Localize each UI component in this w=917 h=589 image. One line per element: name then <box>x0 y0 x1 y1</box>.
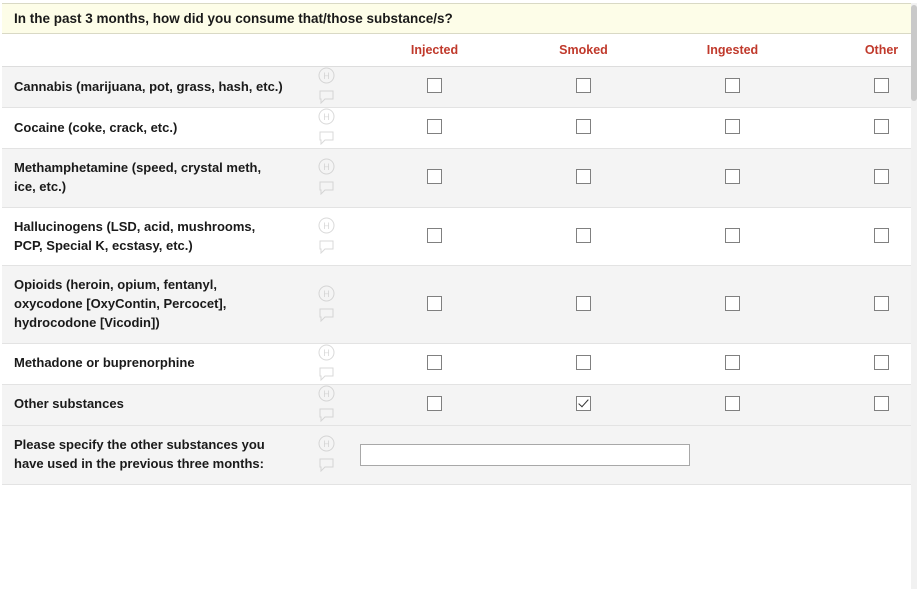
specify-other-substances-row <box>2 426 913 485</box>
help-icon[interactable] <box>318 217 335 237</box>
comment-icon[interactable] <box>318 408 335 425</box>
row-icons <box>292 435 360 475</box>
checkbox-cell-ingested <box>658 108 807 149</box>
comment-icon[interactable] <box>318 90 335 107</box>
svg-text:H: H <box>322 161 330 172</box>
row-label: Hallucinogens (LSD, acid, mushrooms, PCP, Special K, ecstasy, etc.) <box>14 218 256 253</box>
consumption-method-grid <box>2 34 917 426</box>
header-blank-icons <box>292 34 360 67</box>
checkbox-other[interactable] <box>874 296 889 311</box>
table-row <box>2 67 917 108</box>
checkbox-cell-ingested <box>658 207 807 266</box>
checkbox-cell-ingested <box>658 343 807 384</box>
row-label: Methamphetamine (speed, crystal meth, ice, etc.) <box>14 160 262 194</box>
table-row <box>2 207 917 266</box>
checkbox-other[interactable] <box>874 355 889 370</box>
help-icon[interactable] <box>318 67 335 87</box>
checkbox-smoked[interactable] <box>576 296 591 311</box>
checkbox-cell-other <box>807 149 917 208</box>
checkbox-ingested[interactable] <box>725 396 740 411</box>
table-row <box>2 384 917 425</box>
checkbox-other[interactable] <box>874 396 889 411</box>
row-label: Methadone or buprenorphine <box>14 355 195 371</box>
survey-page <box>0 3 917 589</box>
checkbox-other[interactable] <box>874 169 889 184</box>
checkbox-cell-other <box>807 207 917 266</box>
checkbox-cell-smoked <box>509 108 658 149</box>
comment-icon[interactable] <box>318 458 335 475</box>
row-icons <box>292 207 360 266</box>
table-row <box>2 108 917 149</box>
checkbox-ingested[interactable] <box>725 296 740 311</box>
column-header-injected: Injected <box>360 34 509 67</box>
grid-header <box>2 34 917 67</box>
row-icons <box>292 266 360 344</box>
checkbox-ingested[interactable] <box>725 355 740 370</box>
specify-label: Please specify the other substances you have used in the previous three months: <box>14 436 265 471</box>
comment-icon[interactable] <box>318 240 335 257</box>
comment-icon[interactable] <box>318 308 335 325</box>
row-label: Other substances <box>14 396 124 412</box>
question-banner <box>2 3 913 34</box>
checkbox-cell-other <box>807 266 917 344</box>
checkbox-cell-ingested <box>658 266 807 344</box>
checkbox-ingested[interactable] <box>725 228 740 243</box>
checkbox-cell-injected <box>360 343 509 384</box>
question-text: In the past 3 months, how did you consume that/those substance/s? <box>14 11 453 26</box>
checkbox-injected[interactable] <box>427 119 442 134</box>
row-icons <box>292 343 360 384</box>
help-icon[interactable] <box>318 108 335 128</box>
checkbox-smoked[interactable] <box>576 78 591 93</box>
checkbox-other[interactable] <box>874 78 889 93</box>
checkbox-injected[interactable] <box>427 169 442 184</box>
checkbox-smoked[interactable] <box>576 169 591 184</box>
checkbox-ingested[interactable] <box>725 78 740 93</box>
help-icon[interactable] <box>318 344 335 364</box>
checkbox-other[interactable] <box>874 228 889 243</box>
checkbox-cell-smoked <box>509 343 658 384</box>
checkbox-smoked[interactable] <box>576 228 591 243</box>
row-label: Opioids (heroin, opium, fentanyl, oxycodone [OxyContin, Percocet], hydrocodone [Vicodin]) <box>14 277 227 331</box>
svg-text:H: H <box>322 388 330 399</box>
svg-text:H: H <box>322 438 330 449</box>
svg-text:H: H <box>322 220 330 231</box>
checkbox-cell-other <box>807 67 917 108</box>
other-substances-input[interactable] <box>360 444 690 466</box>
row-label: Cannabis (marijuana, pot, grass, hash, etc.) <box>14 78 283 94</box>
help-icon[interactable] <box>318 285 335 305</box>
checkbox-cell-injected <box>360 149 509 208</box>
checkbox-cell-injected <box>360 384 509 425</box>
checkbox-other[interactable] <box>874 119 889 134</box>
svg-text:H: H <box>322 347 330 358</box>
checkbox-cell-smoked <box>509 67 658 108</box>
checkbox-cell-injected <box>360 67 509 108</box>
column-header-ingested: Ingested <box>658 34 807 67</box>
checkbox-cell-ingested <box>658 384 807 425</box>
help-icon[interactable] <box>318 435 335 455</box>
checkbox-cell-smoked <box>509 207 658 266</box>
comment-icon[interactable] <box>318 367 335 384</box>
checkbox-cell-smoked <box>509 384 658 425</box>
grid-body <box>2 67 917 426</box>
column-header-other: Other <box>807 34 917 67</box>
checkbox-cell-smoked <box>509 266 658 344</box>
specify-input-wrap <box>360 444 913 466</box>
page-scrollbar[interactable] <box>911 3 917 589</box>
header-blank-label <box>2 34 292 67</box>
table-row <box>2 343 917 384</box>
checkbox-cell-injected <box>360 108 509 149</box>
checkbox-cell-other <box>807 343 917 384</box>
row-icons <box>292 149 360 208</box>
checkbox-injected[interactable] <box>427 396 442 411</box>
checkbox-smoked[interactable] <box>576 355 591 370</box>
help-icon[interactable] <box>318 385 335 405</box>
svg-text:H: H <box>322 112 330 122</box>
comment-icon[interactable] <box>318 181 335 198</box>
checkbox-injected[interactable] <box>427 355 442 370</box>
checkbox-cell-ingested <box>658 149 807 208</box>
row-icons <box>292 108 360 149</box>
svg-text:H: H <box>322 288 330 299</box>
checkbox-cell-smoked <box>509 149 658 208</box>
checkbox-ingested[interactable] <box>725 169 740 184</box>
table-row <box>2 149 917 208</box>
checkbox-ingested[interactable] <box>725 119 740 134</box>
checkbox-cell-injected <box>360 207 509 266</box>
comment-icon[interactable] <box>318 131 335 148</box>
row-label: Cocaine (coke, crack, etc.) <box>14 119 178 135</box>
scrollbar-thumb[interactable] <box>911 5 917 101</box>
checkbox-cell-injected <box>360 266 509 344</box>
table-row <box>2 266 917 344</box>
checkbox-smoked[interactable] <box>576 396 591 411</box>
checkbox-smoked[interactable] <box>576 119 591 134</box>
row-icons <box>292 384 360 425</box>
checkbox-cell-other <box>807 108 917 149</box>
help-icon[interactable] <box>318 158 335 178</box>
checkbox-injected[interactable] <box>427 296 442 311</box>
checkbox-injected[interactable] <box>427 228 442 243</box>
checkbox-cell-ingested <box>658 67 807 108</box>
svg-text:H: H <box>322 71 330 81</box>
column-header-smoked: Smoked <box>509 34 658 67</box>
row-icons <box>292 67 360 108</box>
checkbox-injected[interactable] <box>427 78 442 93</box>
checkbox-cell-other <box>807 384 917 425</box>
